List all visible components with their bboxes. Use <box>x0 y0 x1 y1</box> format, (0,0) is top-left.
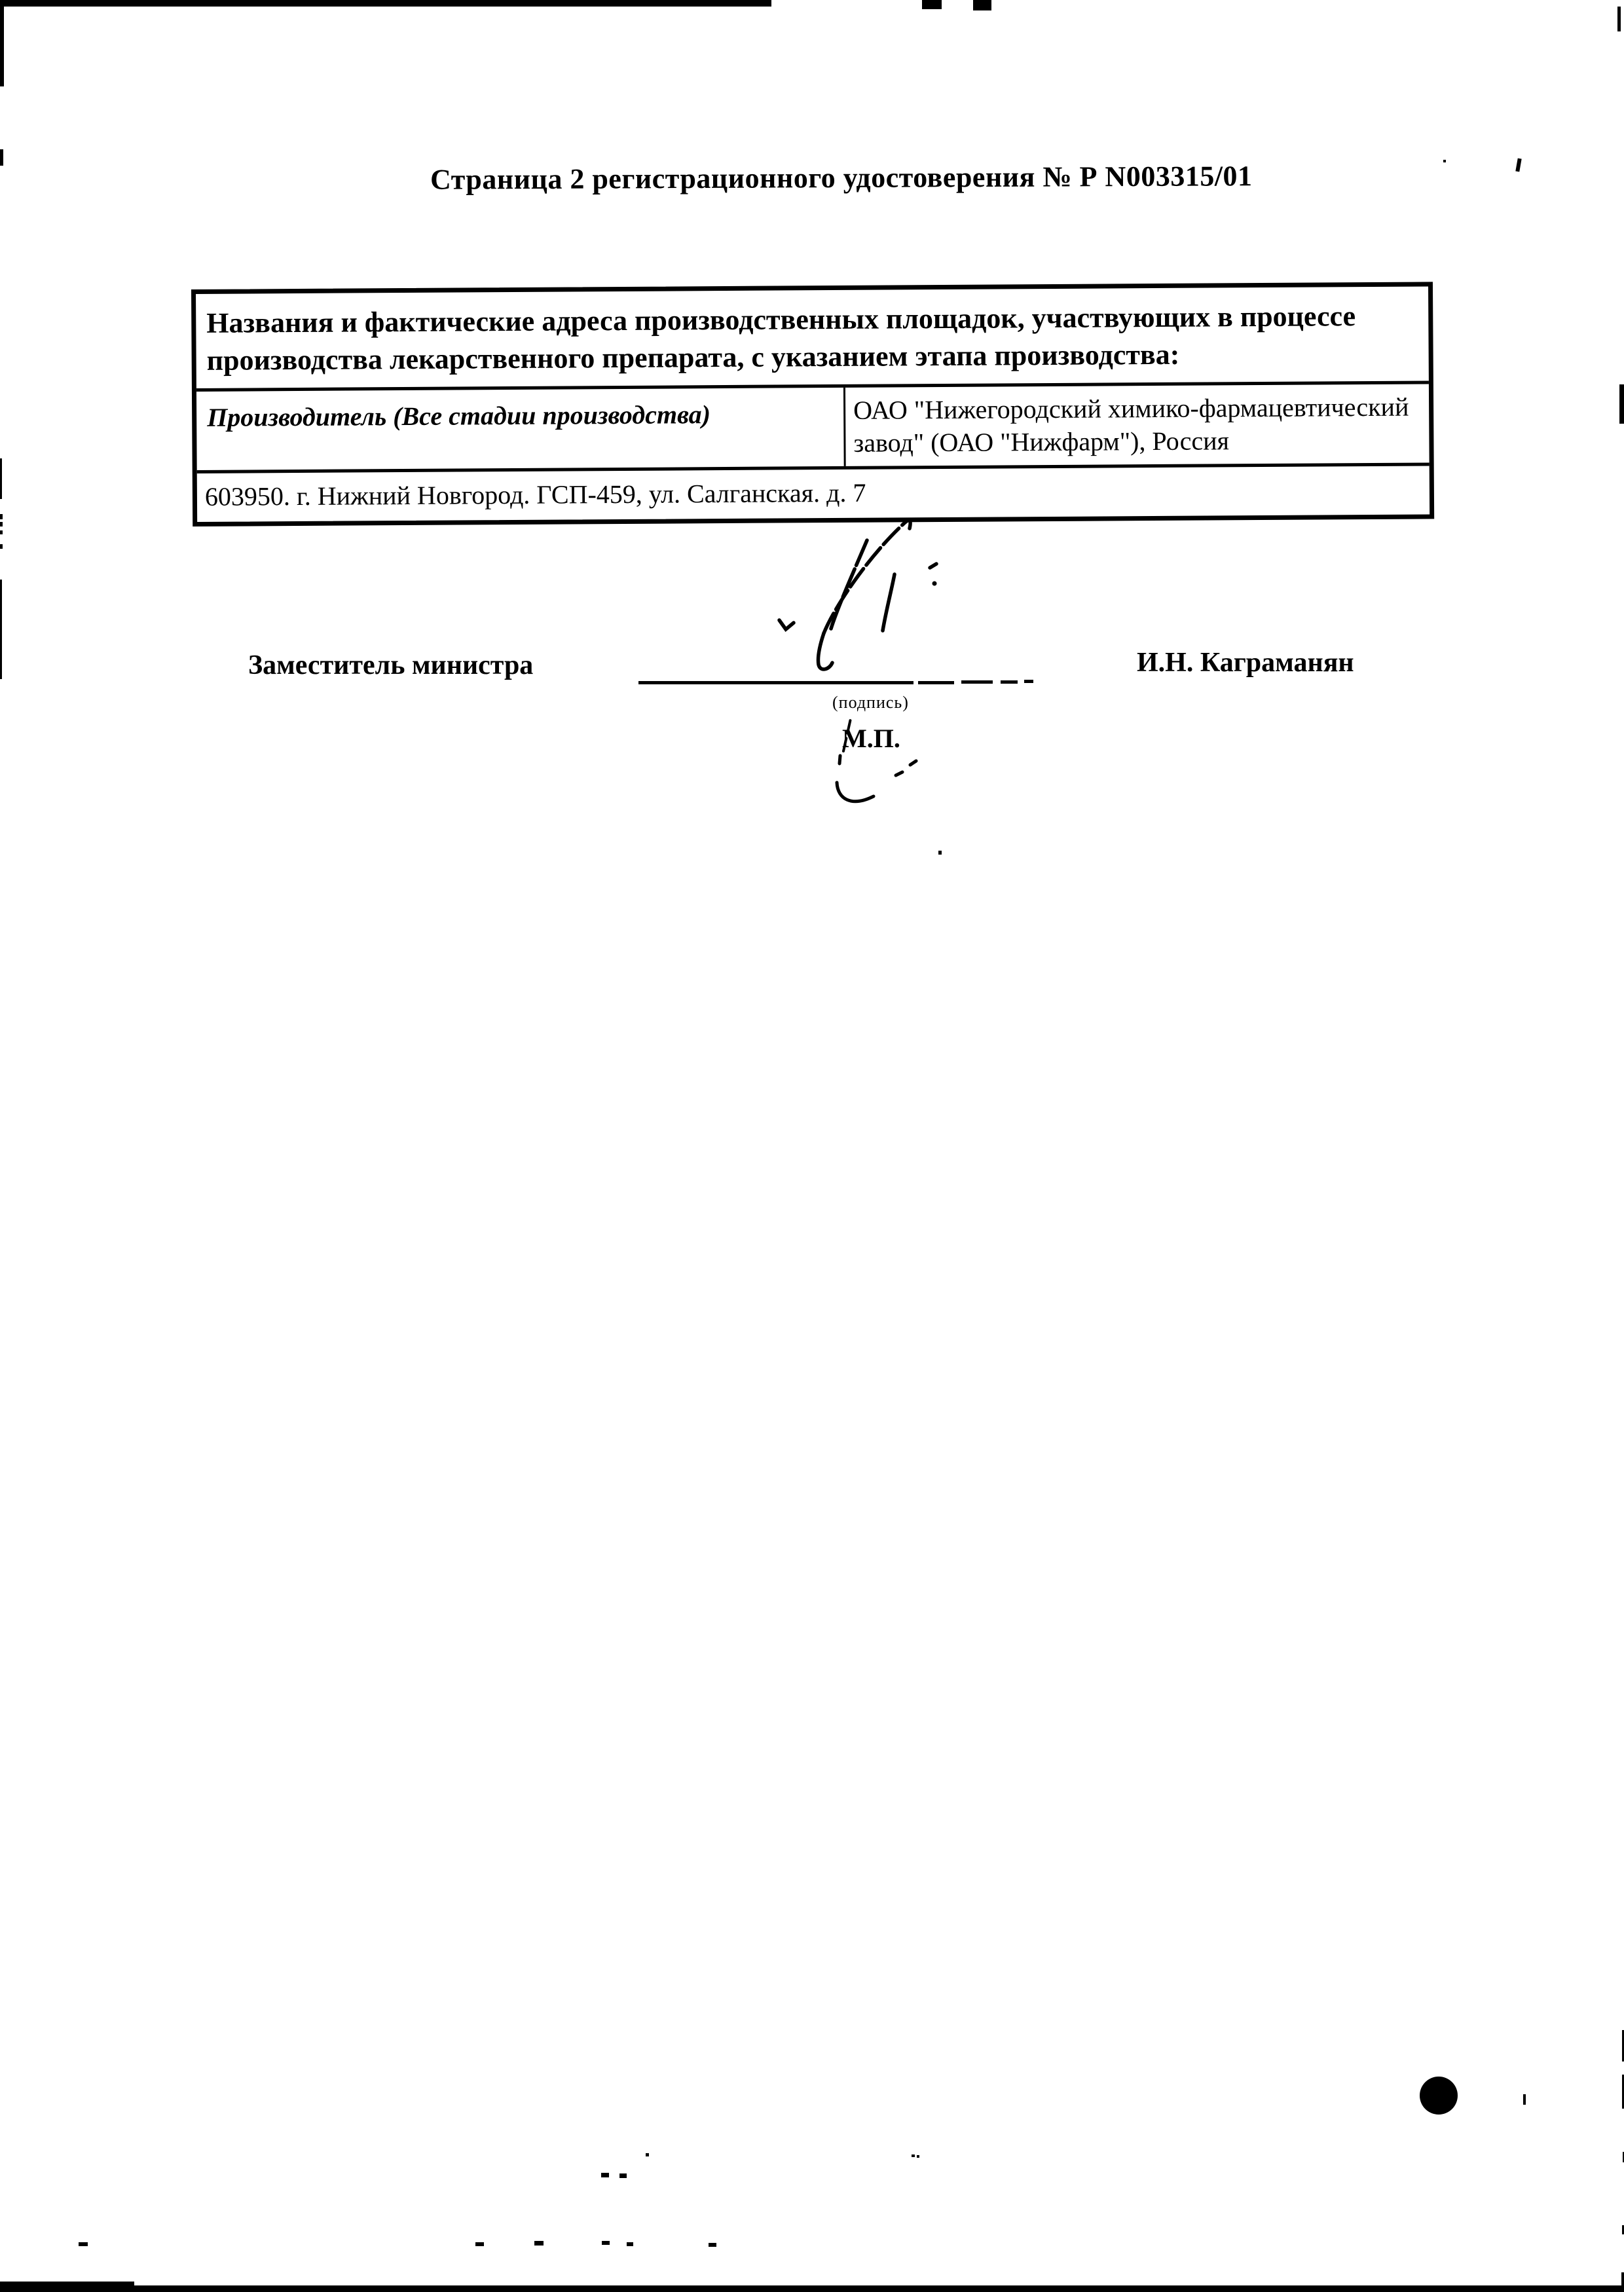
signature-line-dash <box>961 680 993 684</box>
scan-artifact <box>709 2243 716 2247</box>
scan-artifact <box>0 458 2 499</box>
producer-label-cell: Производитель (Все стадии производства) <box>207 399 711 432</box>
producer-value-line: ОАО "Нижегородский химико-фармацевтический <box>853 392 1409 425</box>
scan-artifact <box>938 851 942 855</box>
scan-artifact <box>601 2173 609 2177</box>
scan-artifact <box>0 149 3 166</box>
scan-artifact <box>602 2241 610 2245</box>
address-cell: 603950. г. Нижний Новгород. ГСП-459, ул. Салганская. д. 7 <box>204 477 866 511</box>
signature-line-dash <box>1024 680 1033 683</box>
ink-dot <box>1420 2077 1458 2115</box>
scan-artifact <box>534 2241 544 2246</box>
signature-scribble <box>747 508 950 691</box>
scan-artifact <box>475 2242 484 2246</box>
scan-artifact <box>1617 7 1621 31</box>
scan-artifact <box>0 522 3 527</box>
scan-artifact <box>79 2242 88 2246</box>
producer-value-cell <box>843 384 1430 466</box>
scan-artifact <box>627 2242 633 2246</box>
scan-artifact <box>619 2173 627 2178</box>
scan-artifact <box>0 530 3 534</box>
scan-artifact-bottom-bar <box>0 2285 1624 2292</box>
signature-caption: (подпись) <box>832 693 909 712</box>
scan-artifact-right-edge <box>1619 384 1624 424</box>
table-header-line: Названия и фактические адреса производственных площадок, участвующих в процессе <box>206 300 1356 339</box>
signer-name: И.Н. Каграманян <box>1137 648 1354 678</box>
scan-artifact <box>646 2153 649 2156</box>
table-header-line: производства лекарственного препарата, с указанием этапа производства: <box>206 338 1180 377</box>
scan-artifact <box>922 0 942 9</box>
scan-artifact <box>917 2155 919 2158</box>
table-header <box>196 286 1429 391</box>
signature-line-dash <box>1001 680 1018 684</box>
table-row-producer <box>196 384 1430 473</box>
producer-value-line: завод" (ОАО "Нижфарм"), Россия <box>853 426 1230 458</box>
seal-label: М.П. <box>842 724 900 753</box>
scan-artifact <box>973 0 991 10</box>
scan-artifact <box>0 2282 134 2292</box>
page-title: Страница 2 регистрационного удостоверения № Р N003315/01 <box>430 160 1253 196</box>
scan-artifact <box>0 514 3 519</box>
scan-artifact <box>912 2154 915 2157</box>
scan-artifact-left-edge <box>0 0 4 86</box>
scan-artifact <box>1523 2094 1526 2105</box>
stamp-arc <box>819 747 923 815</box>
production-sites-table <box>191 282 1434 527</box>
scan-artifact-top-line <box>0 0 771 7</box>
scan-artifact <box>0 544 3 549</box>
scan-artifact <box>0 580 2 679</box>
deputy-minister-title: Заместитель министра <box>248 650 534 680</box>
scan-artifact <box>1515 158 1521 172</box>
scan-artifact <box>1443 160 1446 162</box>
